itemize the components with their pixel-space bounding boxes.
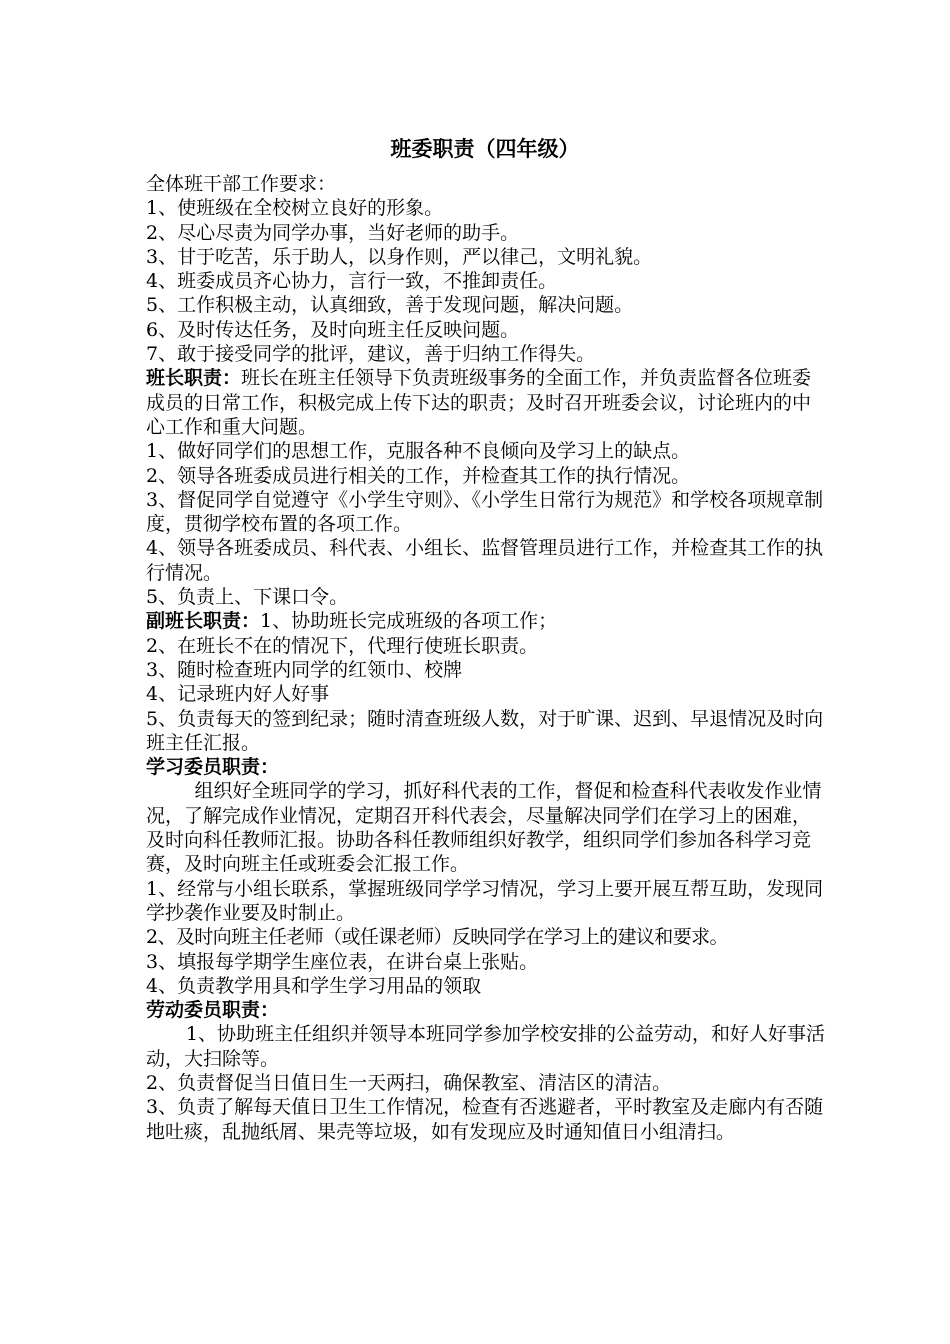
vice-monitor-heading: 副班长职责： bbox=[146, 610, 261, 633]
monitor-item: 3、督促同学自觉遵守《小学生守则》、《小学生日常行为规范》和学校各项规章制度，贯彻学校布置的各项工作。 bbox=[146, 488, 824, 536]
general-item: 4、班委成员齐心协力，言行一致，不推卸责任。 bbox=[146, 270, 558, 293]
general-item: 6、及时传达任务，及时向班主任反映问题。 bbox=[146, 318, 520, 341]
general-heading: 全体班干部工作要求： bbox=[146, 173, 337, 195]
general-item: 5、工作积极主动，认真细致，善于发现问题，解决问题。 bbox=[146, 294, 634, 317]
vice-monitor-item: 2、在班长不在的情况下，代理行使班长职责。 bbox=[146, 634, 539, 657]
labor-item: 3、负责了解每天值日卫生工作情况，检查有否逃避者，平时教室及走廊内有否随地吐痰，乱抛纸屑、果壳等垃圾，如有发现应及时通知值日小组清扫。 bbox=[146, 1096, 824, 1143]
general-item: 7、敢于接受同学的批评，建议，善于归纳工作得失。 bbox=[146, 343, 596, 366]
study-item: 2、及时向班主任老师（或任课老师）反映同学在学习上的建议和要求。 bbox=[146, 926, 728, 949]
monitor-item: 2、领导各班委成员进行相关的工作，并检查其工作的执行情况。 bbox=[146, 464, 691, 487]
monitor-intro: 班长在班主任领导下负责班级事务的全面工作，并负责监督各位班委成员的日常工作，积极完成上传下达的职责；及时召开班委会议，讨论班内的中心工作和重大问题。 bbox=[146, 367, 812, 438]
monitor-heading: 班长职责： bbox=[146, 367, 242, 390]
general-item: 2、尽心尽责为同学办事，当好老师的助手。 bbox=[146, 221, 520, 244]
study-heading: 学习委员职责： bbox=[146, 756, 280, 779]
general-item: 3、甘于吃苦，乐于助人，以身作则，严以律己，文明礼貌。 bbox=[146, 245, 653, 268]
study-item: 1、经常与小组长联系，掌握班级同学学习情况，学习上要开展互帮互助，发现同学抄袭作业要及时制止。 bbox=[146, 877, 824, 924]
page-title: 班委职责（四年级） bbox=[390, 137, 580, 161]
monitor-item: 4、领导各班委成员、科代表、小组长、监督管理员进行工作，并检查其工作的执行情况。 bbox=[146, 537, 824, 584]
vice-monitor-first: 1、协助班长完成班级的各项工作； bbox=[260, 610, 558, 633]
study-item: 3、填报每学期学生座位表，在讲台桌上张贴。 bbox=[146, 950, 539, 973]
monitor-section bbox=[146, 366, 826, 439]
monitor-item: 1、做好同学们的思想工作，克服各种不良倾向及学习上的缺点。 bbox=[146, 440, 691, 463]
labor-item: 2、负责督促当日值日生一天两扫，确保教室、清洁区的清洁。 bbox=[146, 1071, 672, 1094]
vice-monitor-section bbox=[146, 609, 826, 633]
vice-monitor-item: 3、随时检查班内同学的红领巾、校牌 bbox=[146, 658, 463, 681]
labor-first: 1、协助班主任组织并领导本班同学参加学校安排的公益劳动，和好人好事活动，大扫除等。 bbox=[146, 1023, 825, 1070]
study-intro: 组织好全班同学的学习，抓好科代表的工作，督促和检查科代表收发作业情况，了解完成作业情况，定期召开科代表会，尽量解决同学们在学习上的困难，及时向科任教师汇报。协助各科任教师组织好教学，组织同学们参加各科学习竞赛，及时向班主任或班委会汇报工作。 bbox=[146, 780, 822, 876]
general-item: 1、使班级在全校树立良好的形象。 bbox=[146, 197, 444, 220]
vice-monitor-item: 5、负责每天的签到纪录；随时清查班级人数，对于旷课、迟到、早退情况及时向班主任汇报。 bbox=[146, 707, 824, 754]
labor-heading: 劳动委员职责： bbox=[146, 999, 280, 1022]
study-item: 4、负责教学用具和学生学习用品的领取 bbox=[146, 974, 482, 997]
monitor-item: 5、负责上、下课口令。 bbox=[146, 586, 349, 609]
vice-monitor-item: 4、记录班内好人好事 bbox=[146, 683, 330, 706]
document-page bbox=[146, 128, 826, 1144]
